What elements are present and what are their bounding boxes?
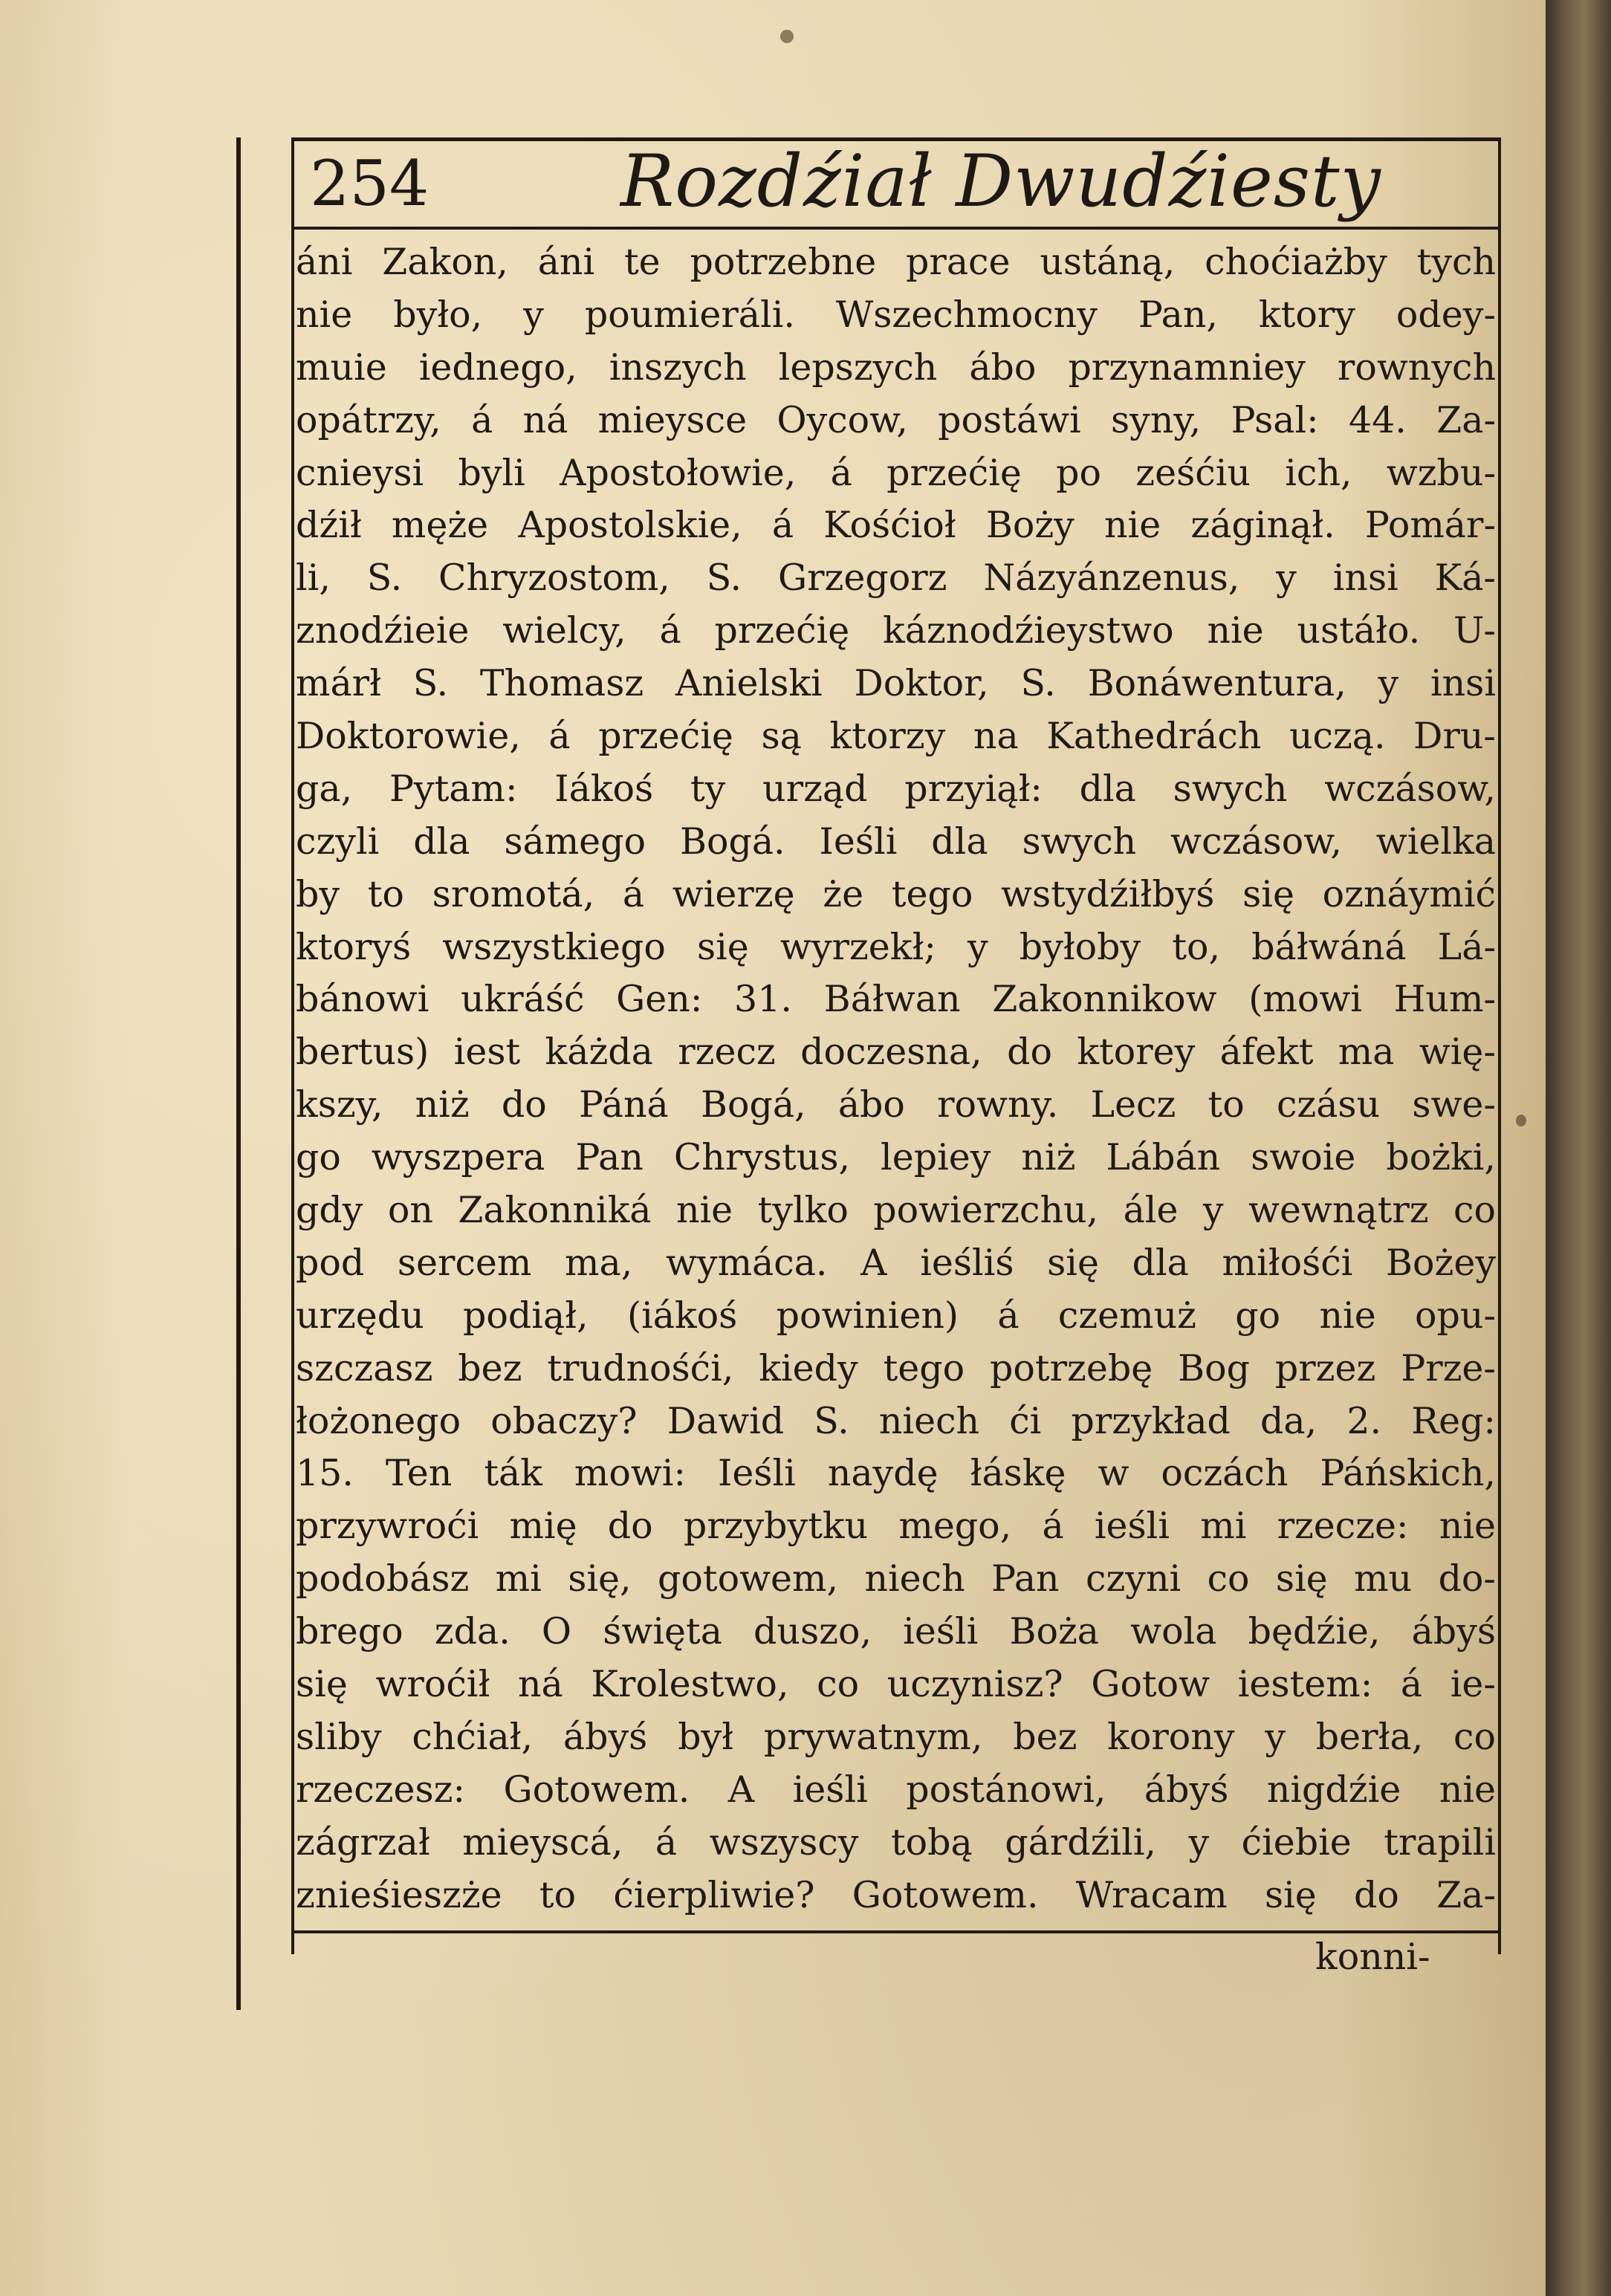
- left-margin-rule: [236, 137, 241, 2010]
- text-line: bánowi ukráść Gen: 31. Báłwan Zakonnikow (mowi Hum-: [296, 978, 1496, 1021]
- page-header: [294, 140, 1501, 225]
- text-line: opátrzy, á ná mieysce Oycow, postáwi syny, Psal: 44. Za-: [296, 398, 1496, 441]
- text-line: znodźieie wielcy, á przećię káznodźieystwo nie ustáło. U-: [296, 609, 1496, 652]
- paper-speck: [1516, 1115, 1526, 1126]
- text-line: ktoryś wszystkiego się wyrzekł; y byłoby to, báłwáná Lá-: [296, 925, 1496, 968]
- text-line: li, S. Chryzostom, S. Grzegorz Názyánzenus, y insi Ká-: [296, 557, 1496, 600]
- body-text: [296, 236, 1496, 1922]
- text-line: podobász mi się, gotowem, niech Pan czyni co się mu do-: [296, 1557, 1496, 1601]
- text-line: muie iednego, inszych lepszych ábo przynamniey rownych: [296, 346, 1496, 389]
- text-line: áni Zakon, áni te potrzebne prace ustáną, choćiażby tych: [296, 241, 1496, 283]
- text-line: Doktorowie, á przećię są ktorzy na Kathedrách uczą. Dru-: [296, 715, 1496, 758]
- adjacent-page-edge: [1546, 0, 1611, 2296]
- header-bottom-rule: [291, 227, 1501, 230]
- text-line: szczasz bez trudnośći, kiedy tego potrzebę Bog przez Prze-: [296, 1346, 1496, 1389]
- text-frame-bottom-rule: [291, 1930, 1501, 1933]
- text-line: márł S. Thomasz Anielski Doktor, S. Bonáwentura, y insi: [296, 662, 1496, 705]
- text-line: urzędu podiął, (iákoś powinien) á czemuż go nie opu-: [296, 1294, 1496, 1337]
- text-frame-left-rule: [291, 141, 294, 1954]
- text-frame-right-rule: [1498, 141, 1501, 1954]
- text-line: znieśieszże to ćierpliwie? Gotowem. Wracam się do Za-: [296, 1873, 1496, 1916]
- page-number: 254: [310, 147, 430, 220]
- text-line: przywroći mię do przybytku mego, á ieśli mi rzecze: nie: [296, 1505, 1496, 1548]
- catchword: konni-: [1315, 1936, 1430, 1978]
- text-line: dźił męże Apostolskie, á Kośćioł Boży nie záginął. Pomár-: [296, 504, 1496, 547]
- paper-speck: [780, 30, 794, 43]
- text-line: go wyszpera Pan Chrystus, lepiey niż Lábán swoie bożki,: [296, 1136, 1496, 1179]
- text-line: nie było, y poumieráli. Wszechmocny Pan, ktory odey-: [296, 293, 1496, 336]
- text-line: by to sromotá, á wierzę że tego wstydźiłbyś się oznáymić: [296, 872, 1496, 915]
- text-line: czyli dla sámego Bogá. Ieśli dla swych wczásow, wielka: [296, 820, 1496, 863]
- text-line: bertus) iest káżda rzecz doczesna, do ktorey áfekt ma wię-: [296, 1031, 1496, 1074]
- text-line: łożonego obaczy? Dawid S. niech ći przykład da, 2. Reg:: [296, 1399, 1496, 1442]
- text-line: kszy, niż do Páná Bogá, ábo rowny. Lecz to czásu swe-: [296, 1083, 1496, 1126]
- text-line: brego zda. O święta duszo, ieśli Boża wola będźie, ábyś: [296, 1610, 1496, 1653]
- text-line: się wroćił ná Krolestwo, co uczynisz? Gotow iestem: á ie-: [296, 1663, 1496, 1706]
- text-line: ga, Pytam: Iákoś ty urząd przyiął: dla swych wczásow,: [296, 767, 1496, 810]
- text-line: gdy on Zakonniká nie tylko powierzchu, ále y wewnątrz co: [296, 1189, 1496, 1232]
- text-line: 15. Ten ták mowi: Ieśli naydę łáskę w oczách Páńskich,: [296, 1452, 1496, 1495]
- text-line: rzeczesz: Gotowem. A ieśli postánowi, ábyś nigdźie nie: [296, 1768, 1496, 1811]
- text-line: pod sercem ma, wymáca. A ieśliś się dla miłośći Bożey: [296, 1241, 1496, 1284]
- running-title: Rozdźiał Dwudźiesty: [620, 140, 1381, 223]
- text-line: zágrzał mieyscá, á wszyscy tobą gárdźili, y ćiebie trapili: [296, 1820, 1496, 1864]
- text-line: cnieysi byli Apostołowie, á przećię po ześćiu ich, wzbu-: [296, 451, 1496, 494]
- text-line: sliby chćiał, ábyś był prywatnym, bez korony y berła, co: [296, 1715, 1496, 1758]
